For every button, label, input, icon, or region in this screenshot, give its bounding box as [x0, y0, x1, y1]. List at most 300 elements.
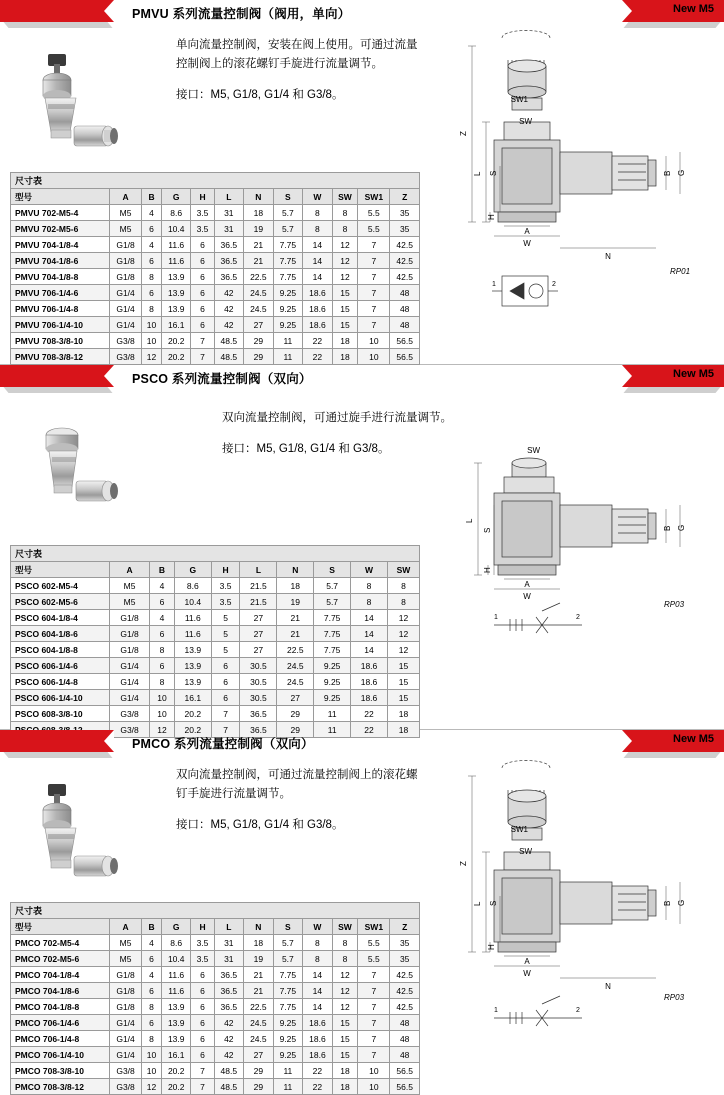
dim-cell: 35: [390, 221, 420, 237]
dim-cell: 42: [214, 285, 244, 301]
dim-cell: 9.25: [314, 690, 351, 706]
dim-cell: 15: [387, 658, 419, 674]
callout-s: S: [489, 900, 498, 906]
dim-cell: 12: [332, 253, 358, 269]
column-header: 型号: [11, 189, 110, 205]
callout-n: N: [605, 982, 611, 991]
dim-cell: 30.5: [240, 690, 277, 706]
dim-cell: 42.5: [390, 253, 420, 269]
dim-cell: 11.6: [161, 253, 191, 269]
dim-cell: 20.2: [174, 706, 211, 722]
dim-cell: 21: [244, 983, 274, 999]
callout-h: H: [483, 567, 492, 573]
callout-z: Z: [459, 861, 468, 866]
dim-cell: 18: [332, 1079, 358, 1095]
section-pmco: [0, 730, 724, 1092]
column-header: L: [240, 562, 277, 578]
dim-cell: 14: [351, 642, 388, 658]
dim-cell: 21: [277, 626, 314, 642]
dim-cell: 5.7: [273, 951, 303, 967]
dim-cell: 5.7: [273, 205, 303, 221]
dim-cell: 5.5: [358, 951, 390, 967]
column-header: Z: [390, 189, 420, 205]
dim-cell: 4: [142, 237, 162, 253]
dim-cell: 48.5: [214, 349, 244, 365]
dim-cell: 21.5: [240, 578, 277, 594]
model-cell: PMCO 704-1/8-8: [11, 999, 110, 1015]
section-title: PMVU 系列流量控制阀（阀用，单向）: [132, 7, 351, 21]
dim-cell: G1/8: [110, 269, 142, 285]
callout-s: S: [489, 170, 498, 176]
model-cell: PSCO 608-3/8-10: [11, 706, 110, 722]
dim-cell: 8: [332, 221, 358, 237]
dim-cell: 13.9: [174, 642, 211, 658]
callout-n: N: [605, 252, 611, 261]
table-row: [11, 642, 420, 658]
dim-cell: 42: [214, 1031, 244, 1047]
dim-cell: 8: [351, 594, 388, 610]
dim-cell: 4: [142, 967, 162, 983]
table-row: [11, 610, 420, 626]
symbol-port-2: 2: [576, 614, 580, 621]
table-row: [11, 658, 420, 674]
dim-cell: 12: [332, 269, 358, 285]
dim-cell: 22.5: [244, 999, 274, 1015]
dim-cell: 29: [277, 722, 314, 738]
dim-cell: 36.5: [240, 706, 277, 722]
dim-cell: 21: [244, 253, 274, 269]
dim-cell: 31: [214, 205, 244, 221]
dim-cell: 11.6: [161, 237, 191, 253]
dim-cell: G3/8: [110, 722, 150, 738]
dim-cell: 3.5: [191, 935, 214, 951]
dim-cell: 15: [332, 317, 358, 333]
dim-cell: 24.5: [244, 301, 274, 317]
table-caption: 尺寸表: [10, 902, 420, 918]
table-row: [11, 706, 420, 722]
table-row: [11, 983, 420, 999]
dim-cell: 29: [244, 1079, 274, 1095]
dim-cell: 6: [142, 253, 162, 269]
dim-cell: 19: [244, 221, 274, 237]
dim-cell: 8: [332, 935, 358, 951]
dim-cell: 18.6: [303, 1015, 333, 1031]
dim-cell: 15: [387, 674, 419, 690]
dim-cell: G1/8: [110, 642, 150, 658]
dim-cell: 6: [150, 658, 175, 674]
dim-cell: 27: [277, 690, 314, 706]
dim-cell: 22: [303, 1063, 333, 1079]
dim-cell: 11: [273, 1063, 303, 1079]
table-row: [11, 626, 420, 642]
dim-cell: 42.5: [390, 999, 420, 1015]
dim-cell: 7: [358, 1015, 390, 1031]
dim-cell: 11.6: [174, 626, 211, 642]
dim-cell: 5.5: [358, 935, 390, 951]
dim-cell: 15: [332, 285, 358, 301]
column-header: L: [214, 189, 244, 205]
column-header: B: [142, 189, 162, 205]
symbol-port-1: 1: [494, 614, 498, 621]
dim-cell: 8: [303, 951, 333, 967]
product-photo-pmco: [18, 770, 158, 890]
dim-cell: 11: [273, 1079, 303, 1095]
dimension-table-psco: [10, 545, 420, 738]
drawing-label: RP01: [670, 267, 691, 276]
column-header: 型号: [11, 919, 110, 935]
dim-cell: 6: [191, 967, 214, 983]
dim-cell: 18.6: [303, 1031, 333, 1047]
dim-cell: G1/8: [110, 967, 142, 983]
dim-cell: 8: [150, 674, 175, 690]
table-row: [11, 1015, 420, 1031]
dim-cell: 36.5: [214, 237, 244, 253]
dim-cell: 6: [191, 253, 214, 269]
dim-cell: 15: [332, 1031, 358, 1047]
dim-cell: 42: [214, 1047, 244, 1063]
model-cell: PMCO 708-3/8-12: [11, 1079, 110, 1095]
dim-cell: 7: [211, 722, 240, 738]
dim-cell: 42.5: [390, 983, 420, 999]
dim-cell: 8: [142, 999, 162, 1015]
dim-cell: 10.4: [161, 951, 191, 967]
table-row: [11, 999, 420, 1015]
column-header: H: [211, 562, 240, 578]
dims-table: [10, 561, 420, 738]
table-row: [11, 301, 420, 317]
dim-cell: 18: [387, 706, 419, 722]
dim-cell: 6: [142, 983, 162, 999]
dim-cell: 29: [244, 349, 274, 365]
dim-cell: 8: [303, 205, 333, 221]
dim-cell: 48.5: [214, 1063, 244, 1079]
dim-cell: 29: [277, 706, 314, 722]
column-header: G: [161, 919, 191, 935]
dim-cell: 11.6: [161, 983, 191, 999]
table-row: [11, 690, 420, 706]
dim-cell: 18: [244, 935, 274, 951]
table-row: [11, 578, 420, 594]
dim-cell: 4: [150, 610, 175, 626]
dim-cell: 24.5: [244, 1031, 274, 1047]
dim-cell: 21: [244, 237, 274, 253]
dim-cell: M5: [110, 205, 142, 221]
red-ribbon: [0, 365, 120, 395]
dim-cell: 15: [332, 1015, 358, 1031]
callout-g: G: [677, 524, 686, 531]
dim-cell: G1/4: [110, 1047, 142, 1063]
dim-cell: 6: [191, 237, 214, 253]
dim-cell: 36.5: [214, 983, 244, 999]
dim-cell: 6: [191, 1031, 214, 1047]
dim-cell: 5.5: [358, 221, 390, 237]
dim-cell: 14: [351, 626, 388, 642]
dim-cell: 5: [211, 626, 240, 642]
dim-cell: 8.6: [174, 578, 211, 594]
dim-cell: 20.2: [161, 1063, 191, 1079]
symbol-port-1: 1: [492, 281, 496, 288]
dim-cell: 12: [142, 1079, 162, 1095]
dim-cell: 6: [142, 951, 162, 967]
dims-table: [10, 188, 420, 365]
callout-sw: SW: [527, 446, 540, 455]
dim-cell: 18.6: [351, 690, 388, 706]
callout-sw1: SW1: [510, 95, 528, 104]
dim-cell: 13.9: [174, 674, 211, 690]
column-header: S: [273, 189, 303, 205]
dim-cell: 13.9: [161, 285, 191, 301]
dim-cell: 7.75: [314, 610, 351, 626]
dim-cell: 18.6: [303, 317, 333, 333]
callout-l: L: [465, 518, 474, 523]
dim-cell: 7: [191, 1063, 214, 1079]
model-cell: PMCO 706-1/4-6: [11, 1015, 110, 1031]
dim-cell: 13.9: [174, 658, 211, 674]
dim-cell: 20.2: [161, 333, 191, 349]
dim-cell: 11: [314, 722, 351, 738]
dim-cell: 10: [358, 1063, 390, 1079]
dim-cell: 8: [303, 935, 333, 951]
dim-cell: 14: [351, 610, 388, 626]
dim-cell: 13.9: [161, 301, 191, 317]
dim-cell: 7.75: [273, 999, 303, 1015]
column-header: W: [351, 562, 388, 578]
desc-line-2: 控制阀上的滚花螺钉手旋进行流量调节。: [176, 58, 383, 70]
dim-cell: 7: [191, 349, 214, 365]
section-description: [176, 36, 426, 105]
symbol-port-2: 2: [552, 281, 556, 288]
drawing-label: RP03: [664, 600, 685, 609]
new-m5-label: New M5: [673, 733, 714, 745]
dim-cell: G1/4: [110, 658, 150, 674]
dim-cell: 10: [358, 349, 390, 365]
column-header: S: [314, 562, 351, 578]
new-m5-label: New M5: [673, 3, 714, 15]
dim-cell: G3/8: [110, 333, 142, 349]
dim-cell: 8: [142, 301, 162, 317]
model-cell: PSCO 606-1/4-8: [11, 674, 110, 690]
table-row: [11, 221, 420, 237]
table-row: [11, 594, 420, 610]
dim-cell: 10: [142, 333, 162, 349]
dim-cell: 16.1: [174, 690, 211, 706]
dim-cell: 31: [214, 935, 244, 951]
dim-cell: 16.1: [161, 1047, 191, 1063]
dim-cell: 22: [303, 1079, 333, 1095]
dim-cell: 6: [142, 285, 162, 301]
dim-cell: 6: [191, 269, 214, 285]
column-header: A: [110, 919, 142, 935]
dim-cell: 10: [150, 690, 175, 706]
dim-cell: 9.25: [273, 1031, 303, 1047]
dim-cell: G1/8: [110, 237, 142, 253]
dim-cell: 36.5: [214, 269, 244, 285]
dim-cell: G3/8: [110, 1063, 142, 1079]
dim-cell: G1/4: [110, 1031, 142, 1047]
dim-cell: 30.5: [240, 674, 277, 690]
dim-cell: 24.5: [244, 285, 274, 301]
dim-cell: 6: [191, 1047, 214, 1063]
dim-cell: 8: [142, 1031, 162, 1047]
dim-cell: 7.75: [314, 626, 351, 642]
dim-cell: 6: [191, 1015, 214, 1031]
dim-cell: 7: [191, 333, 214, 349]
dim-cell: 42.5: [390, 237, 420, 253]
dim-cell: 8: [332, 951, 358, 967]
callout-w: W: [523, 592, 531, 601]
dim-cell: 20.2: [174, 722, 211, 738]
dim-cell: 48.5: [214, 1079, 244, 1095]
desc-line-1: 双向流量控制阀，可通过流量控制阀上的滚花螺: [176, 769, 418, 781]
dim-cell: 10: [358, 1079, 390, 1095]
callout-a: A: [524, 227, 530, 236]
model-cell: PMCO 706-1/4-8: [11, 1031, 110, 1047]
dim-cell: 36.5: [214, 253, 244, 269]
column-header: N: [277, 562, 314, 578]
column-header: S: [273, 919, 303, 935]
dim-cell: M5: [110, 221, 142, 237]
model-cell: PSCO 604-1/8-8: [11, 642, 110, 658]
model-cell: PMCO 704-1/8-4: [11, 967, 110, 983]
column-header: A: [110, 562, 150, 578]
dim-cell: 18: [244, 205, 274, 221]
table-row: [11, 674, 420, 690]
dim-cell: 11.6: [174, 610, 211, 626]
dim-cell: 35: [390, 205, 420, 221]
dim-cell: 31: [214, 951, 244, 967]
column-header: Z: [390, 919, 420, 935]
dim-cell: 22: [351, 706, 388, 722]
dim-cell: 7.75: [314, 642, 351, 658]
table-row: [11, 269, 420, 285]
table-row: [11, 237, 420, 253]
table-row: [11, 285, 420, 301]
model-cell: PSCO 606-1/4-10: [11, 690, 110, 706]
dim-cell: 22: [303, 349, 333, 365]
dim-cell: 7: [358, 269, 390, 285]
table-row: [11, 1031, 420, 1047]
model-cell: PMVU 704-1/8-8: [11, 269, 110, 285]
column-header: L: [214, 919, 244, 935]
callout-w: W: [523, 239, 531, 248]
dim-cell: 7: [358, 983, 390, 999]
dimension-table-pmvu: [10, 172, 420, 365]
table-row: [11, 1063, 420, 1079]
dim-cell: 11: [273, 349, 303, 365]
dim-cell: 56.5: [390, 1063, 420, 1079]
dim-cell: G1/4: [110, 285, 142, 301]
column-header: A: [110, 189, 142, 205]
dim-cell: 4: [150, 578, 175, 594]
callout-a: A: [524, 957, 530, 966]
dim-cell: G3/8: [110, 706, 150, 722]
dim-cell: 14: [303, 967, 333, 983]
dim-cell: 21.5: [240, 594, 277, 610]
dim-cell: 20.2: [161, 349, 191, 365]
callout-sw: SW: [519, 117, 532, 126]
dim-cell: 9.25: [314, 658, 351, 674]
dim-cell: 9.25: [273, 1047, 303, 1063]
dim-cell: 13.9: [161, 1015, 191, 1031]
dim-cell: 7: [358, 301, 390, 317]
dim-cell: 8: [303, 221, 333, 237]
column-header: SW1: [358, 919, 390, 935]
dim-cell: 21: [277, 610, 314, 626]
dim-cell: 12: [387, 626, 419, 642]
dim-cell: 9.25: [273, 285, 303, 301]
dim-cell: 42: [214, 317, 244, 333]
dim-cell: 56.5: [390, 349, 420, 365]
dim-cell: 20.2: [161, 1079, 191, 1095]
dim-cell: 7: [358, 1047, 390, 1063]
dim-cell: 27: [240, 626, 277, 642]
dim-cell: 30.5: [240, 658, 277, 674]
table-row: [11, 317, 420, 333]
dim-cell: 5.7: [273, 221, 303, 237]
dim-cell: 56.5: [390, 333, 420, 349]
dim-cell: M5: [110, 594, 150, 610]
dim-cell: 7.75: [273, 983, 303, 999]
column-header: SW: [387, 562, 419, 578]
dim-cell: 22: [303, 333, 333, 349]
dim-cell: 7: [211, 706, 240, 722]
dim-cell: 8: [142, 269, 162, 285]
dim-cell: 42.5: [390, 269, 420, 285]
column-header: SW: [332, 919, 358, 935]
dim-cell: 15: [332, 301, 358, 317]
dim-cell: 36.5: [240, 722, 277, 738]
dim-cell: 48: [390, 301, 420, 317]
column-header: W: [303, 919, 333, 935]
callout-b: B: [663, 525, 672, 531]
dim-cell: 8: [351, 578, 388, 594]
dim-cell: 24.5: [277, 674, 314, 690]
callout-h: H: [487, 214, 496, 220]
column-header: SW1: [358, 189, 390, 205]
dim-cell: 7.75: [273, 269, 303, 285]
callout-b: B: [663, 900, 672, 906]
dim-cell: 27: [240, 610, 277, 626]
callout-l: L: [473, 171, 482, 176]
dim-cell: 56.5: [390, 1079, 420, 1095]
table-row: [11, 967, 420, 983]
new-m5-badge: [614, 365, 724, 395]
dim-cell: 11.6: [161, 967, 191, 983]
dim-cell: 6: [191, 285, 214, 301]
dim-cell: 18: [332, 1063, 358, 1079]
column-header: H: [191, 189, 214, 205]
ports-line: 接口：M5, G1/8, G1/4 和 G3/8。: [176, 89, 344, 101]
dim-cell: 5.7: [273, 935, 303, 951]
table-row: [11, 1047, 420, 1063]
dim-cell: 7: [358, 1031, 390, 1047]
dim-cell: 10: [150, 706, 175, 722]
dim-cell: 19: [277, 594, 314, 610]
model-cell: PMCO 706-1/4-10: [11, 1047, 110, 1063]
dim-cell: 8: [332, 205, 358, 221]
dim-cell: 10.4: [161, 221, 191, 237]
table-caption: 尺寸表: [10, 545, 420, 561]
model-cell: PMVU 704-1/8-4: [11, 237, 110, 253]
dim-cell: M5: [110, 951, 142, 967]
section-psco: [0, 365, 724, 735]
ports-line: 接口：M5, G1/8, G1/4 和 G3/8。: [176, 819, 344, 831]
table-row: [11, 205, 420, 221]
model-cell: PSCO 604-1/8-6: [11, 626, 110, 642]
dim-cell: 12: [332, 237, 358, 253]
callout-w: W: [523, 969, 531, 978]
dim-cell: 18.6: [303, 285, 333, 301]
